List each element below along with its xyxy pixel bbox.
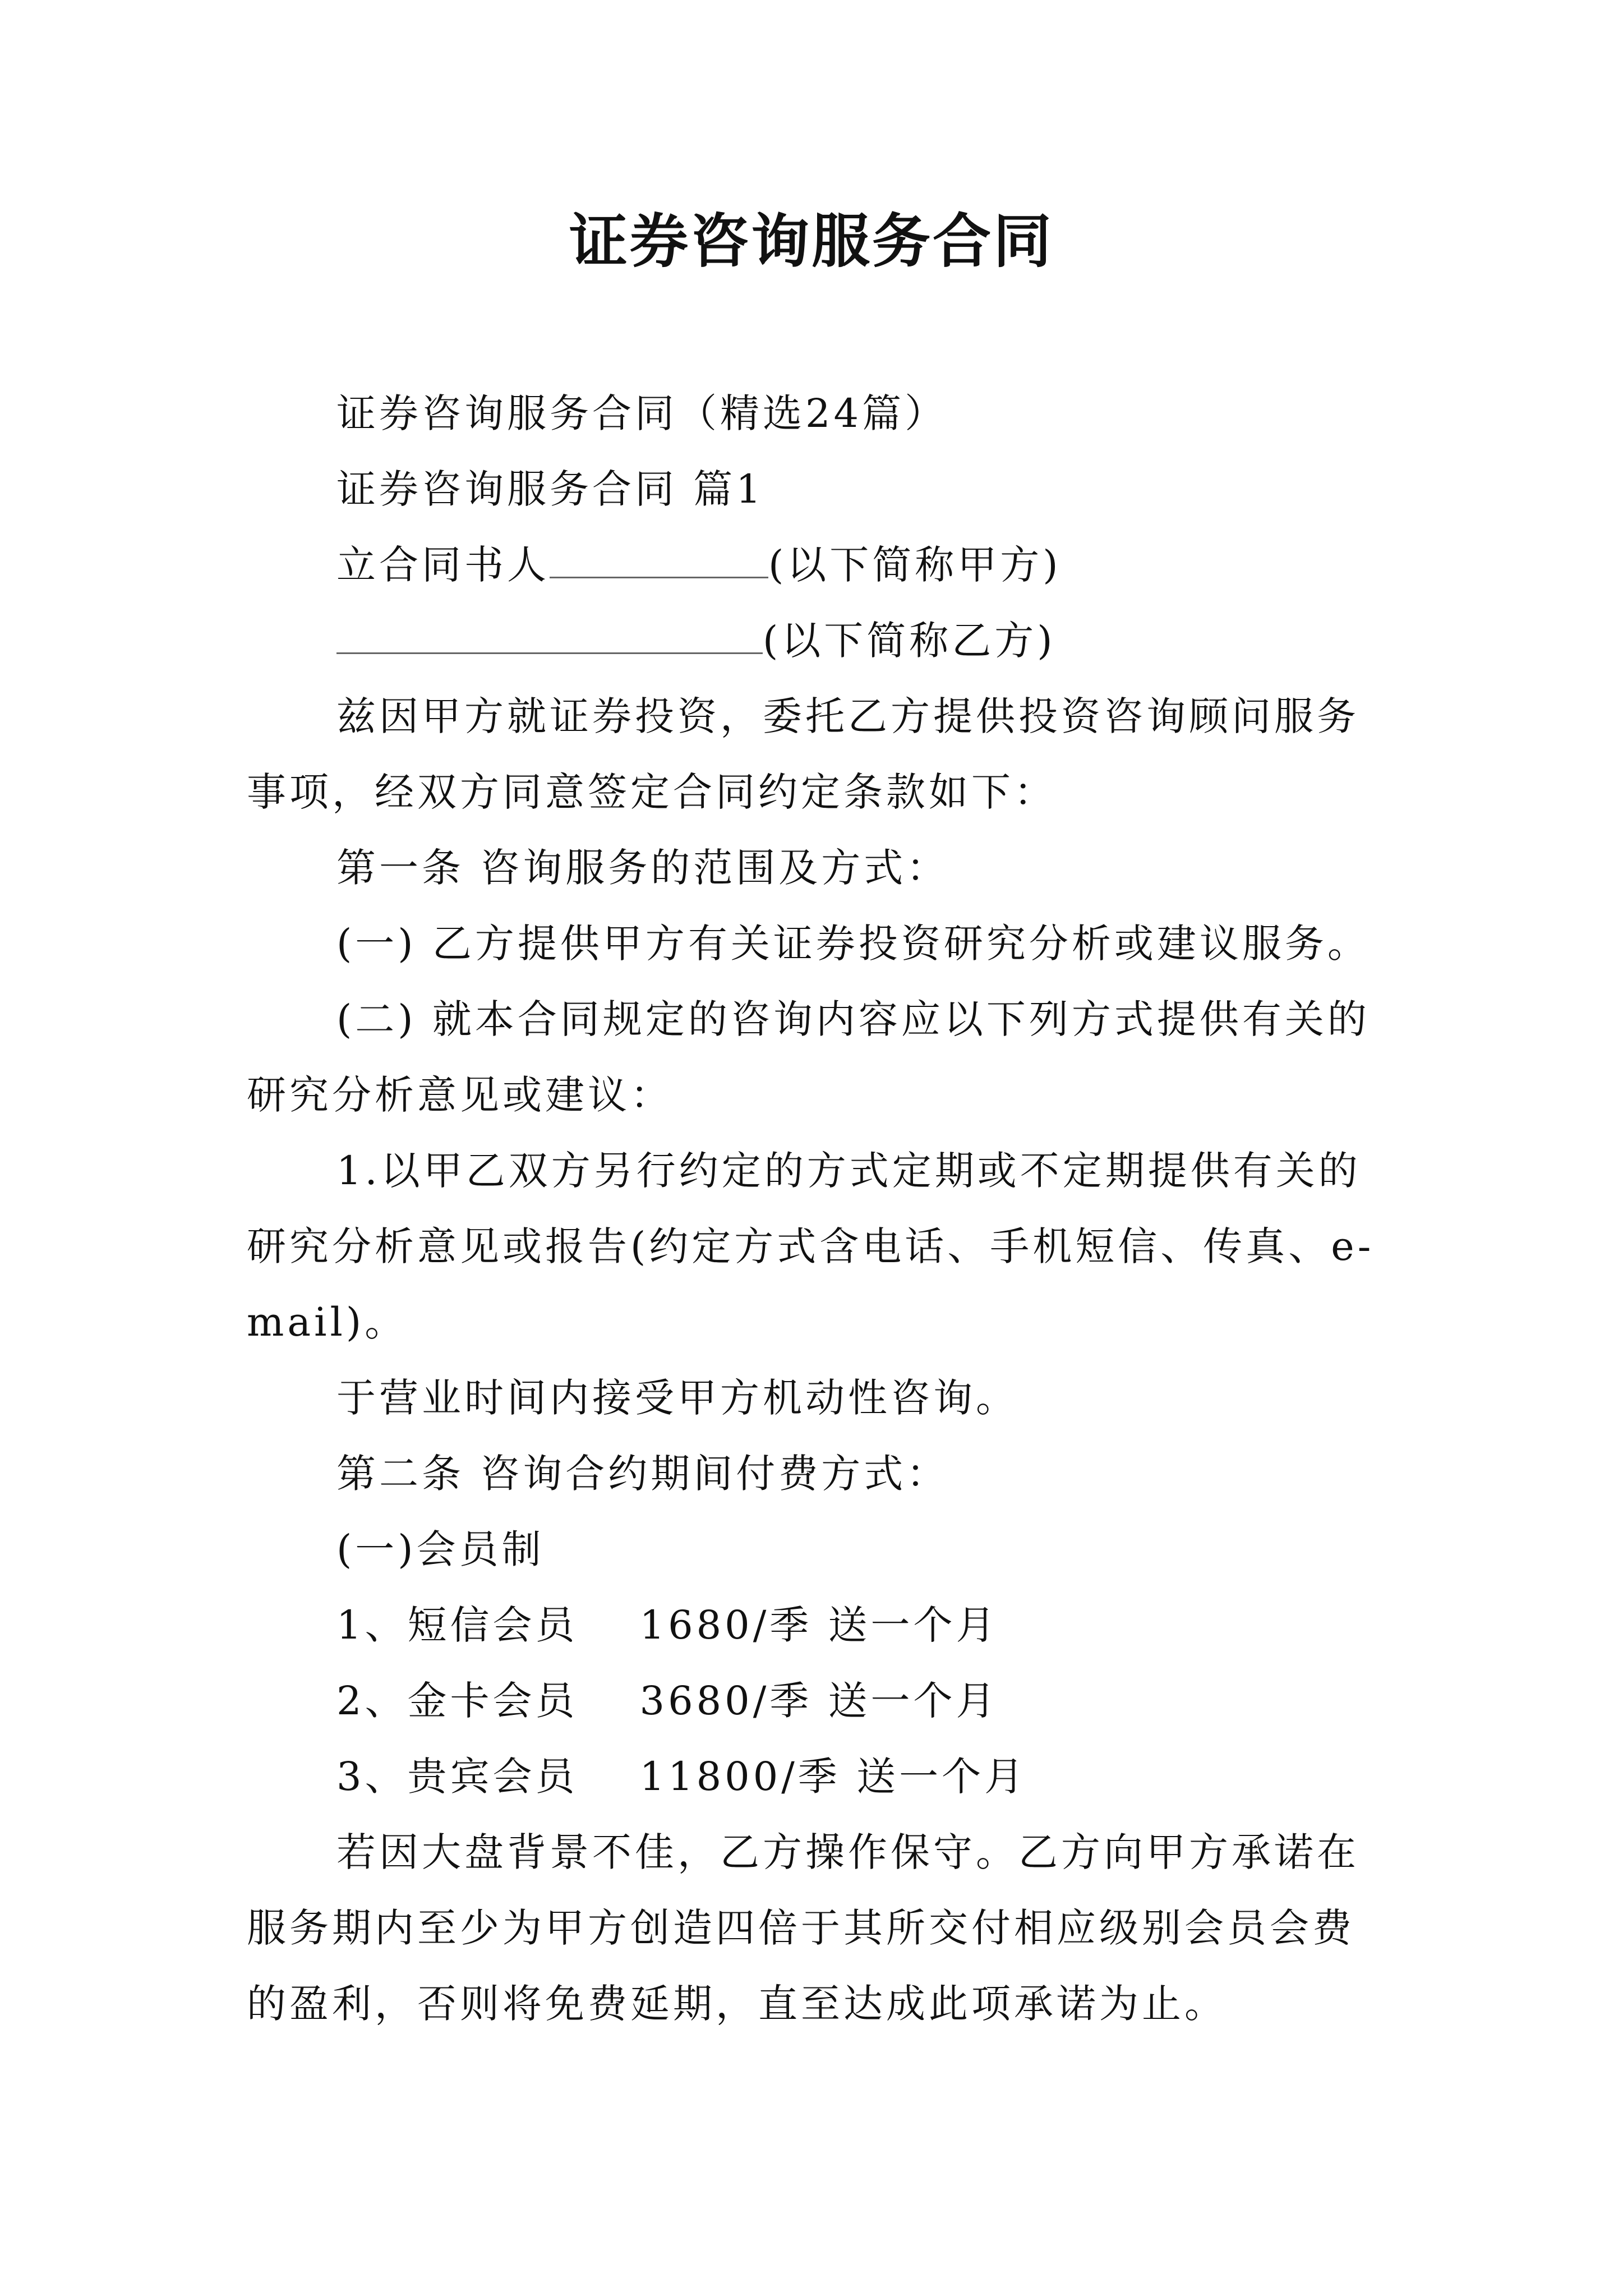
- article-1-title: 第一条 咨询服务的范围及方式：: [336, 845, 949, 891]
- party-a-line: [247, 527, 1391, 603]
- party-b-suffix: (以下简称乙方): [763, 618, 1056, 664]
- subtitle: 证券咨询服务合同（精选24篇）: [336, 390, 948, 436]
- party-b-blank: [336, 613, 763, 654]
- membership-price: 11800/季: [639, 1754, 841, 1800]
- membership-price: 3680/季: [639, 1678, 813, 1724]
- intro-paragraph: 兹因甲方就证券投资，委托乙方提供投资咨询顾问服务事项，经双方同意签定合同约定条款如下：: [247, 693, 1359, 815]
- article-2-title: 第二条 咨询合约期间付费方式：: [336, 1451, 949, 1497]
- document-title: 证券咨询服务合同: [569, 206, 1054, 275]
- article-1-item-2-2: 于营业时间内接受甲方机动性咨询。: [336, 1375, 1018, 1421]
- membership-price: 1680/季: [639, 1602, 813, 1648]
- article-1-item-2-1: 1.以甲乙双方另行约定的方式定期或不定期提供有关的研究分析意见或报告(约定方式含电话、手机短信、传真、e-mail)。: [247, 1148, 1375, 1345]
- membership-name: 1、短信会员: [336, 1602, 578, 1648]
- party-a-suffix: (以下简称甲方): [768, 542, 1062, 588]
- membership-row: [247, 1663, 1391, 1739]
- membership-row: [247, 1739, 1391, 1815]
- membership-row: [247, 1588, 1391, 1663]
- article-1-item-2: (二) 就本合同规定的咨询内容应以下列方式提供有关的研究分析意见或建议：: [247, 996, 1370, 1118]
- promise-paragraph: 若因大盘背景不佳，乙方操作保守。乙方向甲方承诺在服务期内至少为甲方创造四倍于其所交付相应级别会员会费的盈利，否则将免费延期，直至达成此项承诺为止。: [247, 1829, 1359, 2027]
- membership-name: 2、金卡会员: [336, 1678, 578, 1724]
- membership-name: 3、贵宾会员: [336, 1754, 578, 1800]
- section-heading: 证券咨询服务合同 篇1: [336, 466, 764, 512]
- membership-bonus: 送一个月: [828, 1678, 999, 1724]
- party-a-blank: [550, 537, 768, 578]
- article-1-item-1: (一) 乙方提供甲方有关证券投资研究分析或建议服务。: [336, 921, 1370, 967]
- membership-bonus: 送一个月: [828, 1602, 999, 1648]
- membership-bonus: 送一个月: [856, 1754, 1027, 1800]
- membership-heading: (一)会员制: [336, 1526, 545, 1572]
- document-body: [247, 376, 1391, 2042]
- party-a-prefix: 立合同书人: [336, 542, 550, 588]
- party-b-line: [247, 603, 1391, 679]
